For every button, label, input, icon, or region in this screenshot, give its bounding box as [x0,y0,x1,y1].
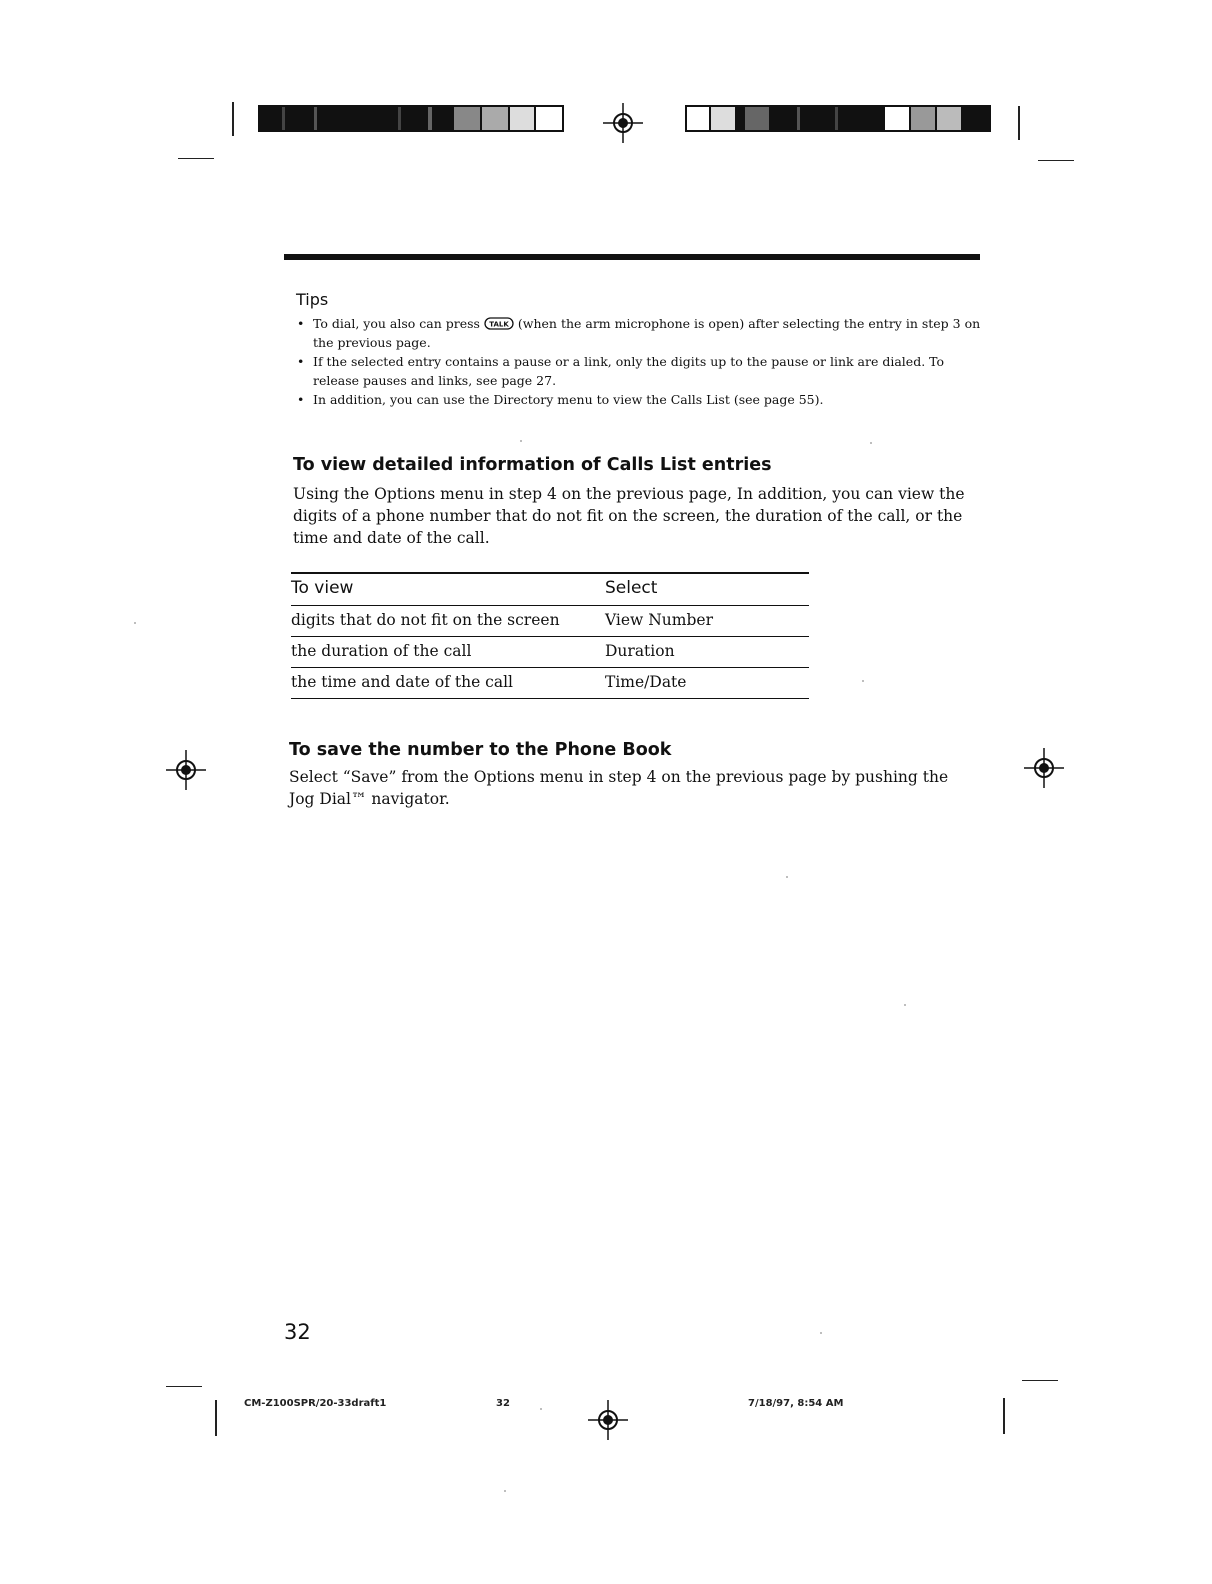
table-row [291,668,809,699]
crop-mark-bottom-right-vertical [1003,1398,1005,1434]
scan-speck [786,876,788,878]
crop-mark-top-right-vertical [1018,106,1020,140]
tip-item [296,352,986,390]
scan-speck [504,1490,506,1492]
crop-mark-bottom-right-horizontal [1022,1380,1058,1381]
registration-mark-bottom [588,1400,628,1440]
registration-mark-right [1024,748,1064,788]
calibration-bar-left [258,105,564,132]
registration-mark-top [603,103,643,143]
registration-mark-left [166,750,206,790]
table-row [291,637,809,668]
bullet-icon: • [297,392,305,407]
section-heading-details: To view detailed information of Calls List entries [293,455,772,475]
scan-speck [904,1004,906,1006]
tip-text: In addition, you can use the Directory menu to view the Calls List (see page 55). [313,392,824,407]
table-header-row [291,572,809,606]
scan-speck [540,1408,542,1410]
calibration-bar-right [685,105,991,132]
table-cell-select: Duration [605,642,675,660]
table-cell-view: the time and date of the call [291,673,514,691]
tip-text: If the selected entry contains a pause or a link, only the digits up to the pause or link are dialed. To release pauses and links, see page 27. [313,354,945,388]
table-cell-select: View Number [605,611,713,629]
bullet-icon: • [297,316,305,331]
tip-text-before: To dial, you also can press [313,316,480,331]
talk-button-icon [484,317,514,330]
crop-mark-top-right-horizontal [1038,160,1074,161]
table-cell-view: the duration of the call [291,642,472,660]
table-row [291,606,809,637]
section-paragraph-save: Select “Save” from the Options menu in step 4 on the previous page by pushing the Jog Dial™ navigator. [289,768,949,808]
section-top-rule [284,254,980,260]
crop-mark-top-left-vertical [232,102,234,136]
scan-speck [520,440,522,442]
scan-speck [134,622,136,624]
footer-timestamp: 7/18/97, 8:54 AM [748,1398,844,1409]
footer-file-name: CM-Z100SPR/20-33draft1 [244,1398,387,1409]
tip-text-after: (when the arm microphone is open) after selecting the entry in step 3 on the previous page. [313,316,981,350]
talk-button-label: TALK [489,320,509,329]
tip-item [296,314,986,352]
section-heading-save: To save the number to the Phone Book [289,740,672,760]
scan-speck [870,442,872,444]
section-paragraph-details: Using the Options menu in step 4 on the previous page, In addition, you can view the digits of a phone number that do not fit on the screen, the duration of the call, or the time and date of the call. [293,485,965,547]
tip-item [296,390,986,409]
footer-page: 32 [496,1398,510,1409]
bullet-icon: • [297,354,305,369]
scan-speck [820,1332,822,1334]
table-header-select: Select [605,578,658,598]
page-number: 32 [284,1320,311,1344]
crop-mark-bottom-left-vertical [215,1400,217,1436]
table-header-view: To view [291,578,354,598]
table-cell-view: digits that do not fit on the screen [291,611,560,629]
scan-speck [862,680,864,682]
crop-mark-bottom-left-horizontal [166,1386,202,1387]
options-table [291,572,809,699]
tips-title: Tips [296,290,329,309]
crop-mark-top-left-horizontal [178,158,214,159]
table-cell-select: Time/Date [605,673,687,691]
tips-list [296,314,986,409]
